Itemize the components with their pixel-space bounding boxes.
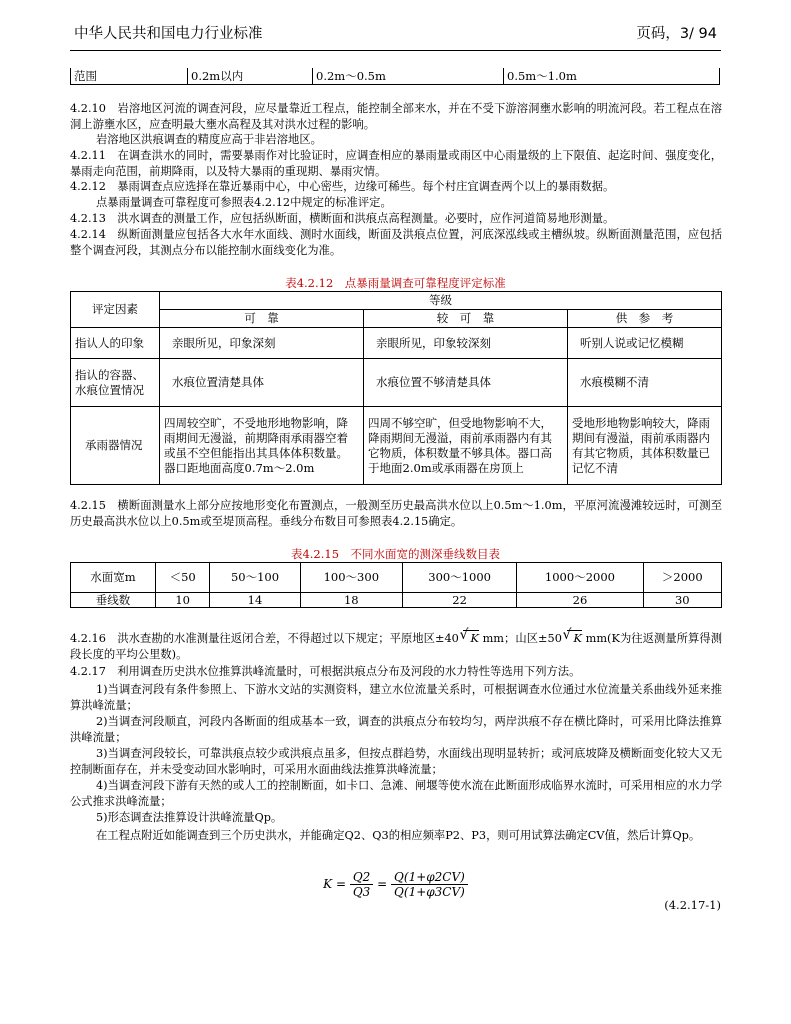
table-cell: 14 [210,593,300,608]
table-4-2-15 [70,562,722,608]
paragraph-4-2-11: 4.2.11 在调查洪水的同时，需要暴雨作对比验证时，应调查相应的暴雨量或雨区中心雨量级的上下限值、起迄时间、强度变化，暴雨走向范围，前期降雨，以及特大暴雨的重现期、暴雨灾情。 [70,149,722,178]
factor-cell: 指认的容器、水痕位置情况 [71,359,160,407]
table-cell: 50～100 [210,563,300,593]
grade-fairly-reliable: 较 可 靠 [364,310,568,328]
paragraph-4-2-15: 4.2.15 横断面测量水上部分应按地形变化布置测点，一般测至历史最高洪水位以上0.5m～1.0m，平原河流漫滩较远时，可测至历史最高洪水位以上0.5m或至堤顶高程。垂线分布数目可参照表4.2.15确定。 [70,499,722,528]
method-5: 5)形态调查法推算设计洪峰流量Qp。 [95,811,283,824]
document-title: 中华人民共和国电力行业标准 [74,26,263,42]
paragraph-4-2-16 [70,630,722,662]
equals-sign: = [377,877,388,891]
table-cell: 水痕位置不够清楚具体 [364,359,568,407]
paragraph-4-2-17: 4.2.17 利用调查历史洪水位推算洪峰流量时，可根据洪痕点分布及河段的水力特性等选用下列方法。 [70,665,581,678]
table-4-2-15-caption: 表4.2.15 不同水面宽的测深垂线数目表 [290,547,501,561]
grade-reference: 供 参 考 [568,310,722,328]
closing-paragraph: 在工程点附近如能调查到三个历史洪水，并能确定Q2、Q3的相应频率P2、P3，则可用试算法确定CV值，然后计算Qp。 [95,829,701,842]
text-run: mm(K为往返测量所算得测段长度的平均公里数)。 [70,632,723,661]
denominator: Q3 [352,885,371,899]
table-cell: 10 [156,593,210,608]
table-row [71,563,722,593]
table-cell: 水痕模糊不清 [568,359,722,407]
formula-4-2-17-1 [0,870,791,912]
method-1: 1)当调查河段有条件参照上、下游水文站的实测资料，建立水位流量关系时，可根据调查水位通过水位流量关系曲线外延来推算洪峰流量； [70,683,722,712]
table-cell: 0.2m～0.5m [313,68,504,85]
table-cell: 受地形地物影响较大，降雨期间有漫溢，雨前承雨器内有其它物质，其体积数量已记忆不清 [568,407,722,485]
table-row [71,328,722,359]
paragraph-4-2-10: 4.2.10 岩溶地区河流的调查河段，应尽量靠近工程点，能控制全部来水，并在不受下游溶洞壅水影响的明流河段。若工程点在溶洞上游壅水区，应查明最大壅水高程及其对洪水过程的影响。 [70,102,722,131]
factor-cell: 承雨器情况 [71,407,160,485]
text-run: mm；山区±50 [482,632,562,645]
table-cell: 1000～2000 [517,563,643,593]
grade-header: 等级 [160,292,722,310]
method-3: 3)当调查河段较长，可靠洪痕点较少或洪痕点虽多，但按点群趋势，水面线出现明显转折；或河底坡降及横断面变化较大又无控制断面存在，并未受变动回水影响时，可采用水面曲线法推算洪峰流量； [70,747,722,776]
formula-body [0,870,791,899]
table-row [71,310,722,328]
paragraph-4-2-12: 4.2.12 暴雨调查点应选择在靠近暴雨中心，中心密些，边缘可稀些。每个村庄宜调查两个以上的暴雨数据。 [70,180,615,193]
paragraph-4-2-13: 4.2.13 洪水调查的测量工作，应包括纵断面，横断面和洪痕点高程测量。必要时，应作河道简易地形测量。 [70,212,615,225]
table-cell: ＞2000 [643,563,721,593]
paragraph-4-2-14: 4.2.14 纵断面测量应包括各大水年水面线、测时水面线，断面及洪痕点位置，河底深泓线或主槽纵坡。纵断面测量范围，应包括整个调查河段，其测点分布以能控制水面线变化为准。 [70,228,722,257]
table-cell: 0.5m～1.0m [504,68,720,85]
table-cell: 范围 [71,68,188,85]
method-4: 4)当调查河段下游有天然的或人工的控制断面，如卡口、急滩、闸堰等使水流在此断面形成临界水流时，可采用相应的水力学公式推求洪峰流量； [70,779,722,808]
table-cell: 18 [300,593,402,608]
table-row [71,593,722,608]
table-cell: ＜50 [156,563,210,593]
factor-cell: 指认人的印象 [71,328,160,359]
method-2: 2)当调查河段顺直，河段内各断面的组成基本一致，调查的洪痕点分布较均匀，两岸洪痕不存在横比降时，可采用比降法推算洪峰流量； [70,715,722,744]
fraction-q2-q3 [350,870,373,899]
table-cell: 四周不够空旷，但受地物影响不大，降雨期间无漫溢，雨前承雨器内有其它物质，体积数量不够具体。器口高于地面2.0m或承雨器在房顶上 [364,407,568,485]
table-cell: 100～300 [300,563,402,593]
numerator: Q2 [350,870,373,885]
table-cell: 30 [643,593,721,608]
row-label: 垂线数 [71,593,156,608]
table-cell: 听别人说或记忆模糊 [568,328,722,359]
fraction-phi [391,870,468,899]
table-cell: 亲眼所见，印象深刻 [160,328,364,359]
table-cell: 26 [517,593,643,608]
table-row [71,359,722,407]
table-cell: 0.2m以内 [188,68,313,85]
page-header [74,22,717,44]
paragraph-4-2-12-note: 点暴雨量调查可靠程度可参照表4.2.12中规定的标准评定。 [95,196,392,209]
formula-lhs: K = [323,877,347,891]
table-cell: 水痕位置清楚具体 [160,359,364,407]
range-table-fragment [70,68,720,85]
sqrt-k-symbol: √ K [567,630,582,647]
table-cell: 22 [402,593,516,608]
text-run: 4.2.16 洪水查勘的水准测量往返闭合差，不得超过以下规定；平原地区±40 [70,632,459,645]
table-4-2-12 [70,291,722,485]
row-label: 水面宽m [71,563,156,593]
table-row [71,292,722,310]
table-row [71,407,722,485]
sqrt-k-symbol: √ K [463,630,478,647]
table-4-2-12-caption: 表4.2.12 点暴雨量调查可靠程度评定标准 [285,276,506,290]
page-number: 页码，3/ 94 [636,26,717,42]
grade-reliable: 可 靠 [160,310,364,328]
paragraph-4-2-10-note: 岩溶地区洪痕调查的精度应高于非岩溶地区。 [95,133,322,146]
numerator: Q(1+φ2CV) [391,870,468,885]
table-cell: 四周较空旷，不受地形地物影响，降雨期间无漫溢，前期降雨承雨器空着或虽不空但能指出其具体体积数量。器口距地面高度0.7m～2.0m [160,407,364,485]
table-cell: 亲眼所见，印象较深刻 [364,328,568,359]
table-row [71,68,720,85]
denominator: Q(1+φ3CV) [394,885,465,899]
table-cell: 300～1000 [402,563,516,593]
equation-number: (4.2.17-1) [664,898,721,912]
header-rule [70,50,721,51]
factor-header: 评定因素 [71,292,160,328]
